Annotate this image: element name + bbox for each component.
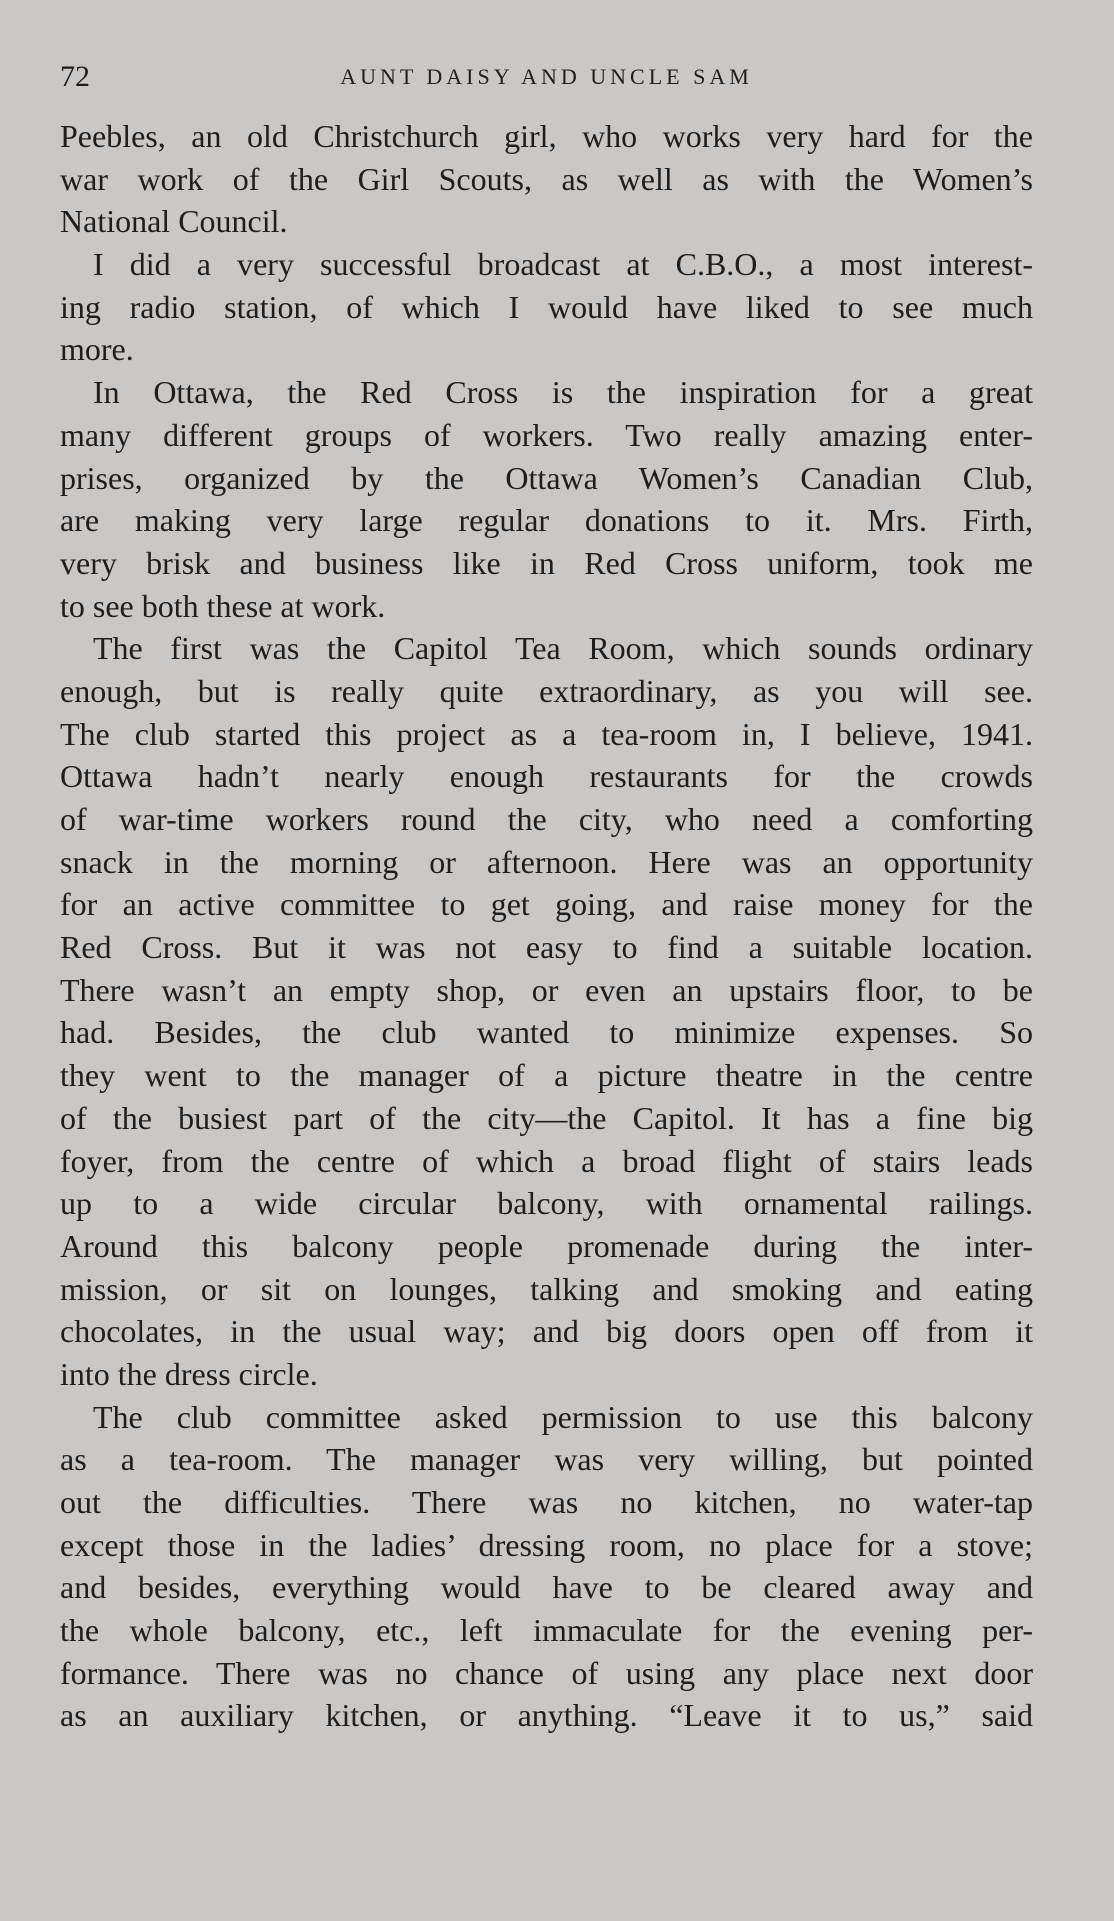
text-line: the whole balcony, etc., left immaculate for the evening per-: [60, 1612, 1033, 1649]
text-line: mission, or sit on lounges, talking and smoking and eating: [60, 1270, 1033, 1307]
text-line: foyer, from the centre of which a broad flight of stairs leads: [60, 1142, 1033, 1179]
text-line: war work of the Girl Scouts, as well as with the Women’s: [60, 160, 1033, 197]
body-text: [60, 115, 1033, 1737]
text-line: snack in the morning or afternoon. Here was an opportunity: [60, 843, 1033, 880]
text-line: chocolates, in the usual way; and big doors open off from it: [60, 1313, 1033, 1350]
text-line: as an auxiliary kitchen, or anything. “Leave it to us,” said: [60, 1697, 1033, 1734]
running-head: AUNT DAISY AND UNCLE SAM: [340, 64, 753, 89]
page-header: [60, 60, 1033, 100]
text-line: to see both these at work.: [60, 587, 386, 624]
text-line: they went to the manager of a picture theatre in the centre: [60, 1057, 1033, 1094]
text-line: are making very large regular donations to it. Mrs. Firth,: [60, 502, 1033, 539]
text-line: except those in the ladies’ dressing room, no place for a stove;: [60, 1526, 1033, 1563]
text-line: The club committee asked permission to use this balcony: [93, 1398, 1033, 1435]
text-line: Peebles, an old Christchurch girl, who works very hard for the: [60, 118, 1033, 154]
text-line: and besides, everything would have to be cleared away and: [60, 1569, 1033, 1606]
text-line: Ottawa hadn’t nearly enough restaurants for the crowds: [60, 758, 1033, 795]
text-line: ing radio station, of which I would have liked to see much: [60, 288, 1033, 325]
text-line: National Council.: [60, 203, 288, 240]
text-line: In Ottawa, the Red Cross is the inspiration for a great: [93, 374, 1033, 411]
text-line: formance. There was no chance of using any place next door: [60, 1654, 1033, 1691]
text-line: had. Besides, the club wanted to minimize expenses. So: [60, 1014, 1033, 1051]
text-line: into the dress circle.: [60, 1355, 318, 1392]
text-line: many different groups of workers. Two really amazing enter-: [60, 416, 1033, 453]
text-line: I did a very successful broadcast at C.B.O., a most interest-: [93, 246, 1033, 283]
text-line: as a tea-room. The manager was very willing, but pointed: [60, 1441, 1033, 1478]
text-line: very brisk and business like in Red Cross uniform, took me: [60, 544, 1033, 581]
text-line: up to a wide circular balcony, with ornamental railings.: [60, 1185, 1033, 1222]
text-line: for an active committee to get going, and raise money for the: [60, 886, 1033, 923]
text-line: The first was the Capitol Tea Room, which sounds ordinary: [93, 630, 1033, 667]
text-line: The club started this project as a tea-room in, I believe, 1941.: [60, 715, 1033, 752]
text-line: more.: [60, 331, 134, 368]
text-line: Red Cross. But it was not easy to find a suitable location.: [60, 929, 1033, 966]
text-line: There wasn’t an empty shop, or even an upstairs floor, to be: [60, 971, 1033, 1008]
text-line: Around this balcony people promenade during the inter-: [60, 1227, 1033, 1264]
text-line: of war-time workers round the city, who need a comforting: [60, 801, 1033, 837]
text-line: out the difficulties. There was no kitchen, no water-tap: [60, 1484, 1033, 1520]
text-line: prises, organized by the Ottawa Women’s Canadian Club,: [60, 459, 1033, 496]
text-line: enough, but is really quite extraordinary, as you will see.: [60, 672, 1033, 709]
page-number: 72: [60, 60, 90, 93]
text-line: of the busiest part of the city—the Capitol. It has a fine big: [60, 1099, 1033, 1136]
